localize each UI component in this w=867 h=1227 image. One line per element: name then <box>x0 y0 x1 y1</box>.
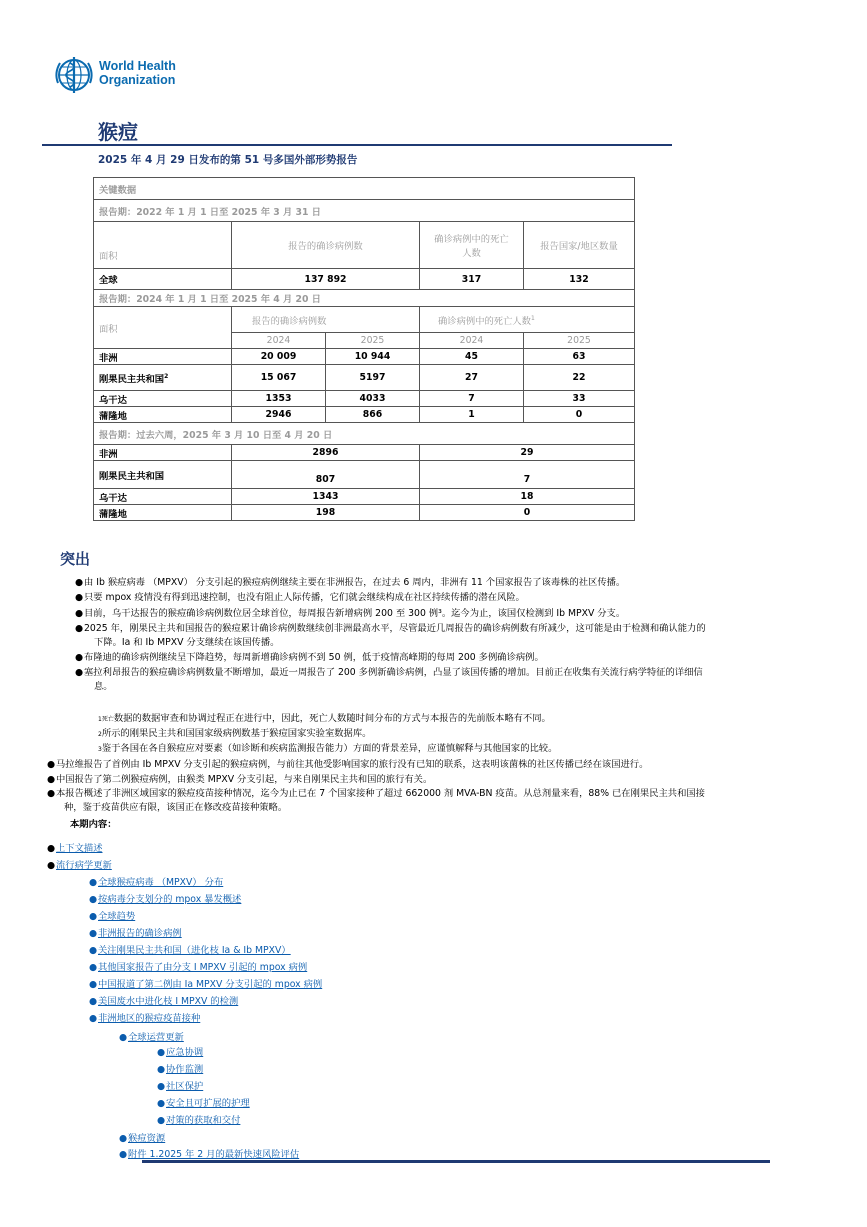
col-area-2: 面积 <box>94 307 232 349</box>
toc-bullet: ● <box>47 843 56 854</box>
period-3: 报告期：过去六周，2025 年 3 月 10 日至 4 月 20 日 <box>94 423 635 445</box>
list-item: ● 目前，乌干达报告的猴痘确诊病例数位居全球首位，每周报告新增病例 200 至 300 例³。迄今为止，该国仅检测到 Ib MPXV 分支。 <box>75 608 626 619</box>
col-cases-2: 报告的确诊病例数 <box>232 307 420 333</box>
table-row: 刚果民主共和国$^2$ 15 067 5197 27 22 <box>94 365 635 391</box>
toc-link[interactable]: 非洲报告的确诊病例 <box>98 928 182 939</box>
highlights-title: 突出 <box>60 550 91 568</box>
toc-bullet: ● <box>89 911 98 922</box>
table-row: 全球 137 892 317 132 <box>94 269 635 290</box>
table-row: 刚果民主共和国 807 7 <box>94 461 635 489</box>
list-item: ● 由 Ib 猴痘病毒 （MPXV） 分支引起的猴痘病例继续主要在非洲报告，在过去 6 周内，非洲有 11 个国家报告了该毒株的社区传播。 <box>75 577 626 588</box>
toc-link[interactable]: 美国废水中进化枝 I MPXV 的检测 <box>98 996 239 1007</box>
toc-bullet: ● <box>89 979 98 990</box>
list-item: ● 布隆迪的确诊病例继续呈下降趋势，每周新增确诊病例不到 50 例，低于疫情高峰期的每周 200 多例确诊病例。 <box>75 652 544 663</box>
toc-bullet: ● <box>119 1133 128 1144</box>
key-data-table: 关键数据 报告期：2022 年 1 月 1 日至 2025 年 3 月 31 日 面积 报告的确诊病例数 确诊病例中的死亡人数 报告国家/地区数量 全球 137 892 317 132 报告期：2024 年 1 月 1 日至 2025 年 4 月 20 日 面积 报告的确诊病例数 确诊病例中的死亡人数$^1$ 2024 2025 2024 2025 非洲 20 009 10 944 45 63 刚果民主共和国$^2$ 15 067 5197 27 22 乌干达 1353 4033 7 33 蒲隆地 2946 866 1 0 报告期：过去六周，2025 年 3 月 10 日至 4 月 20 日 非洲 2896 29 刚果民主共和国 807 7 乌干达 1343 18 蒲隆地 198 0 <box>93 177 635 521</box>
who-logo <box>52 53 182 97</box>
toc-bullet: ● <box>157 1064 166 1075</box>
toc-bullet: ● <box>47 860 56 871</box>
table-row: 非洲 20 009 10 944 45 63 <box>94 349 635 365</box>
toc-link[interactable]: 其他国家报告了由分支 I MPXV 引起的 mpox 病例 <box>98 962 308 973</box>
toc-bullet: ● <box>119 1149 128 1160</box>
report-subtitle: 2025 年 4 月 29 日发布的第 51 号多国外部形势报告 <box>98 154 358 166</box>
toc-bullet: ● <box>89 877 98 888</box>
col-deaths: 确诊病例中的死亡人数 <box>420 222 524 269</box>
toc-link[interactable]: 全球猴痘病毒 （MPXV） 分布 <box>98 877 224 888</box>
table-row: 蒲隆地 2946 866 1 0 <box>94 407 635 423</box>
toc-link[interactable]: 应急协调 <box>166 1047 204 1058</box>
toc-link[interactable]: 非洲地区的猴痘疫苗接种 <box>98 1013 201 1024</box>
toc-bullet: ● <box>157 1115 166 1126</box>
toc-link[interactable]: 上下文描述 <box>56 843 103 854</box>
table-row: 非洲 2896 29 <box>94 445 635 461</box>
toc-bullet: ● <box>89 996 98 1007</box>
toc-bullet: ● <box>157 1047 166 1058</box>
toc-bullet: ● <box>89 962 98 973</box>
toc-link[interactable]: 安全且可扩展的护理 <box>166 1098 250 1109</box>
toc-bullet: ● <box>119 1032 128 1043</box>
period-2: 报告期：2024 年 1 月 1 日至 2025 年 4 月 20 日 <box>94 290 635 307</box>
col-area: 面积 <box>94 222 232 269</box>
toc-link[interactable]: 社区保护 <box>166 1081 204 1092</box>
footnote-3: 3鉴于各国在各自猴痘应对要素（如诊断和疾病监测报告能力）方面的背景差异，应谨慎解释与其他国家的比较。 <box>98 743 558 754</box>
toc-bullet: ● <box>89 945 98 956</box>
title-divider <box>42 144 672 146</box>
list-item: ● 马拉维报告了首例由 Ib MPXV 分支引起的猴痘病例，与前往其他受影响国家的旅行没有已知的联系，这表明该菌株的社区传播已经在该国进行。 <box>47 759 649 770</box>
list-item: ● 塞拉利昂报告的猴痘确诊病例数量不断增加，最近一周报告了 200 多例新确诊病例，凸显了该国传播的增加。目前正在收集有关流行病学特征的详细信 <box>75 667 703 678</box>
org-name-line1: World Health <box>99 59 176 73</box>
org-name-line2: Organization <box>99 73 176 87</box>
list-item: ● 只要 mpox 疫情没有得到迅速控制，也没有阻止人际传播，它们就会继续构成在社区持续传播的潜在风险。 <box>75 592 525 603</box>
page-title: 猴痘 <box>98 122 138 144</box>
table-row: 乌干达 1353 4033 7 33 <box>94 391 635 407</box>
toc-bullet: ● <box>89 1013 98 1024</box>
toc-bullet: ● <box>89 894 98 905</box>
toc-link[interactable]: 流行病学更新 <box>56 860 112 871</box>
toc-link[interactable]: 全球趋势 <box>98 911 136 922</box>
footnote-1: 1死亡数据的数据审查和协调过程正在进行中，因此，死亡人数随时间分布的方式与本报告的先前版本略有不同。 <box>98 713 551 724</box>
toc-link[interactable]: 全球运营更新 <box>128 1032 184 1043</box>
list-item: ● 2025 年，刚果民主共和国报告的猴痘累计确诊病例数继续创非洲最高水平，尽管最近几周报告的确诊病例数有所减少，这可能是由于检测和确认能力的 <box>75 623 706 634</box>
list-item: ● 中国报告了第二例猴痘病例，由猴类 MPXV 分支引起，与来自刚果民主共和国的旅行有关。 <box>47 774 433 785</box>
list-item-cont: 种，鉴于疫苗供应有限，该国正在修改疫苗接种策略。 <box>64 802 288 813</box>
col-countries: 报告国家/地区数量 <box>524 222 635 269</box>
col-cases: 报告的确诊病例数 <box>232 222 420 269</box>
list-item-cont: 下降。Ia 和 Ib MPXV 分支继续在该国传播。 <box>94 637 280 648</box>
table-row: 蒲隆地 198 0 <box>94 505 635 521</box>
toc-link[interactable]: 对策的获取和交付 <box>166 1115 241 1126</box>
list-item-cont: 息。 <box>94 681 113 692</box>
contents-title: 本期内容： <box>70 819 117 830</box>
toc-link[interactable]: 按病毒分支划分的 mpox 暴发概述 <box>98 894 242 905</box>
bottom-divider <box>142 1160 770 1163</box>
table-caption: 关键数据 <box>94 178 635 200</box>
who-emblem-icon <box>52 53 96 97</box>
toc-link[interactable]: 协作监测 <box>166 1064 204 1075</box>
toc-link[interactable]: 关注刚果民主共和国（进化枝 Ia & Ib MPXV） <box>98 945 291 956</box>
toc-bullet: ● <box>157 1098 166 1109</box>
footnote-2: 2所示的刚果民主共和国国家级病例数基于猴痘国家实验室数据库。 <box>98 728 372 739</box>
toc-link[interactable]: 猴痘资源 <box>128 1133 166 1144</box>
period-1: 报告期：2022 年 1 月 1 日至 2025 年 3 月 31 日 <box>94 200 635 222</box>
toc-link[interactable]: 附件 1.2025 年 2 月的最新快速风险评估 <box>128 1149 300 1160</box>
toc-bullet: ● <box>157 1081 166 1092</box>
table-row: 乌干达 1343 18 <box>94 489 635 505</box>
col-deaths-2: 确诊病例中的死亡人数$^1$ <box>420 307 635 333</box>
list-item: ● 本报告概述了非洲区域国家的猴痘疫苗接种情况，迄今为止已在 7 个国家接种了超过 662000 剂 MVA-BN 疫苗。从总剂量来看，88% 已在刚果民主共和国接 <box>47 788 705 799</box>
toc-link[interactable]: 中国报道了第二例由 Ia MPXV 分支引起的 mpox 病例 <box>98 979 323 990</box>
toc-bullet: ● <box>89 928 98 939</box>
